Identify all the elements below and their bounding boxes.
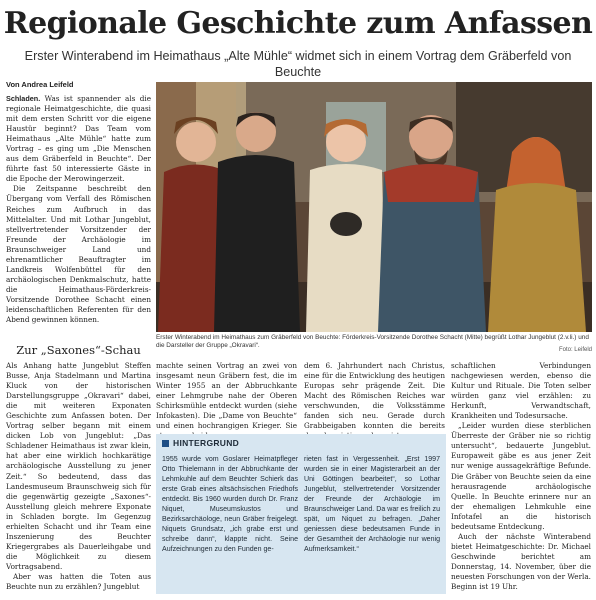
article-byline: Von Andrea Leifeld [6, 80, 74, 89]
dateline: Schladen. [6, 94, 41, 103]
article-column-4 [451, 361, 591, 593]
intro-paragraph [6, 94, 151, 184]
article-subhead: Zur „Saxones“-Schau [16, 343, 141, 357]
infobox-column-1: 1955 wurde vom Goslarer Heimatpfleger Otto Thielemann in der Abbruchkante der Lehmkuhle auf dem Beuchter Schierk das erste Grab eines altsächsischen Friedhofs entdeckt. Bis 1960 wurden durch Dr. Franz Niquet, Museumskustos und Bezirksarchäologe, neun Gräber freigelegt. Niquets Grundsatz, „ich grabe erst und schreibe dann“, klappte nicht. Seine Aufzeichnungen zu den Funden ge- [162, 456, 298, 553]
body-paragraph: Aber was hatten die Toten aus Beuchte nun zu erzählen? Jungeblut [6, 571, 151, 592]
infobox [156, 434, 446, 594]
caption-text: Erster Winterabend im Heimathaus zum Gräberfeld von Beuchte: Förderkreis-Vorsitzende Dorothee Schacht (Mitte) begrüßt Lothar Jungeblut (2.v.li.) und die Darsteller der Gruppe „Okravari“. [156, 334, 589, 350]
article-column-2 [156, 361, 297, 432]
article-column-1 [6, 361, 151, 593]
article-column-intro [6, 94, 151, 341]
article-photo [156, 82, 592, 332]
photo-caption [156, 334, 592, 356]
body-paragraph: „Leider wurden diese sterblichen Überreste der Gräber nie so richtig untersucht“, bedauerte Jungeblut. Europaweit gäbe es aus jener Zeit nur wenige aussagekräftige Befunde. Die Gräber von Beuchte seien da eine herausragende archäologische Quelle. In Beuchte erinnere nur an der ehemaligen Lehmkuhle eine Infotafel an die historisch bedeutsame Entdeckung. [451, 421, 591, 531]
body-paragraph: dem 6. Jahrhundert nach Christus, eine für die Entwicklung des heutigen Europas sehr prägende Zeit. Die Macht des Römischen Reiches war verschwunden, die Volksstämme fanden sich neu. Gerade durch Grabbeigaben konnten die bereits [304, 361, 445, 431]
intro-text: Was ist spannender als die regionale Heimatgeschichte, die quasi mit dem ersten Schritt vor die eigene Haustür beginnt? Das Team vom Heimathaus „Alte Mühle“ hatte zum Vortrag – es ging um „Die Menschen aus dem Gräberfeld in Beuchte“. Der führte fast 50 interessierte Gäste in die Epoche der Merowingerzeit. [6, 94, 151, 184]
body-paragraph: Auch der nächste Winterabend bietet Heimatgeschichte: Dr. Michael Geschwinde berichtet am Donnerstag, 14. November, über die neuesten Forschungen von der Werla. Beginn ist 19 Uhr. [451, 531, 591, 592]
article-headline: Regionale Geschichte zum Anfassen [3, 6, 593, 41]
infobox-title-text: HINTERGRUND [173, 438, 240, 448]
photo-credit: Foto: Leifeld [558, 346, 592, 353]
body-paragraph: Als Anhang hatte Jungeblut Steffen Busse, Anja Stadelmann und Martina Kluck von der historischen Darstellungsgruppe „Okravari“ dabei, die mit weiteren Exponaten Geschichte zum Anfassen boten. Der Vortrag selber begann mit einem dicken Lob von Jungeblut: „Das Schladener Heimathaus ist zwar klein, hat aber eine wirklich hochkarätige archäologische Ausstellung zu jener Zeit.“ So bedeutend, dass das Landesmuseum Braunschweig sich für die gegenwärtig gezeigte „Saxones“-Ausstellung gleich mehrere Exponate in Schladen borgte. Im Gegenzug erhielten Schacht und ihr Team eine Inszenierung des Beuchter Kriegergrabes als Dauerleihgabe und die Möglichkeit zu diesem Vortragsabend. [6, 361, 151, 571]
article-column-3 [304, 361, 445, 432]
infobox-column-2: rieten fast in Vergessenheit. „Erst 1997 wurden sie in einer Magisterarbeit an der Uni Göttingen bearbeitet“, so Lothar Jungeblut, stellvertretender Vorsitzender der Freunde der Archäologie im Braunschweiger Land. Da war es freilich zu spät, um Niquet zu befragen. „Daher geniessen diese bedeutsamen Funde in der Gesamtheit der Archäologie nur wenig Aufmerksamkeit.“ [304, 456, 440, 553]
body-paragraph: machte seinen Vortrag an zwei von insgesamt neun Gräbern fest, die im Winter 1955 an der Abbruchkante einer Lehmgrube nahe der Oberen Schirksmühle entdeckt wurden (siehe Infokasten). Die „Dame von Beuchte“ und einen hochrangigen Krieger. Sie [156, 361, 297, 431]
infobox-title [162, 438, 239, 448]
body-paragraph: Die Zeitspanne beschreibt den Übergang vom Verfall des Römischen Reiches zum Aufbruch in das Mittelalter. Und mit Lothar Jungeblut, stellvertretender Vorsitzender der Freunde der Archäologie im Braunschweiger Land und ehrenamtlicher Beauftragter im Landkreis Wolfenbüttel für den archäologischen Denkmalschutz, hatte die Heimathaus-Förderkreis-Vorsitzende Dorothee Schacht einen leidenschaftlichen Referenten für den Abend gewinnen können. [6, 184, 151, 325]
article-subline: Erster Winterabend im Heimathaus „Alte Mühle“ widmet sich in einem Vortrag dem Gräberfeld von Beuchte [24, 49, 572, 79]
body-paragraph: schaftlichen Verbindungen nachgewiesen werden, ebenso die Kultur und Rituale. Die Toten selber würden ganz viel erzählen: zu Herkunft, Verwandtschaft, Krankheiten und Todesursache. [451, 361, 591, 421]
square-bullet-icon [162, 440, 169, 447]
group-photo-illustration [156, 82, 592, 332]
